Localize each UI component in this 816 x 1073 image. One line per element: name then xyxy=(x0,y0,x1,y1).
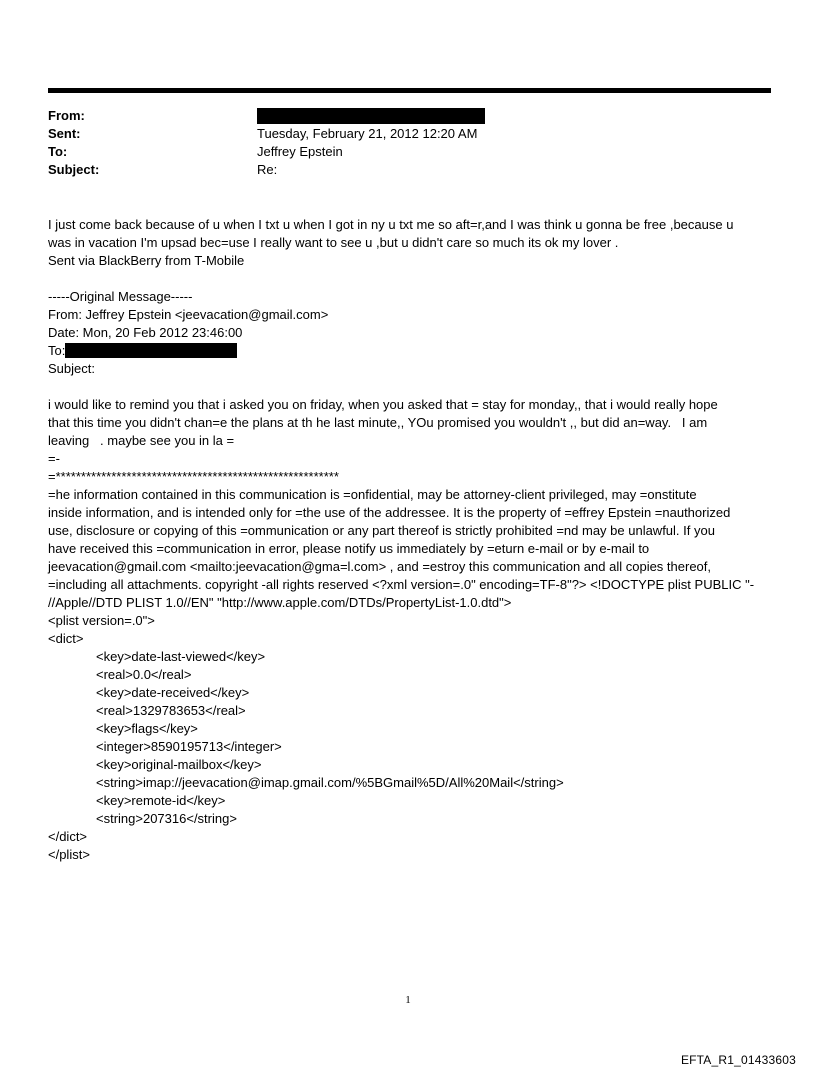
dict-open: <dict> xyxy=(48,631,84,646)
disclaimer-line: =he information contained in this communication is =onfidential, may be attorney-client privileged, may =onstitute xyxy=(48,487,697,502)
page-number: 1 xyxy=(405,994,411,1006)
plist-entry: <key>original-mailbox</key> xyxy=(96,757,262,772)
from-row xyxy=(48,107,748,125)
original-body-line: i would like to remind you that i asked you on friday, when you asked that = stay for monday,, that i would really hope xyxy=(48,397,718,412)
plist-open: <plist version=.0"> xyxy=(48,613,155,628)
disclaimer-line: //Apple//DTD PLIST 1.0//EN" "http://www.apple.com/DTDs/PropertyList-1.0.dtd"> xyxy=(48,595,512,610)
plist-entry: <key>date-received</key> xyxy=(96,685,250,700)
to-value: Jeffrey Epstein xyxy=(257,144,343,159)
email-header xyxy=(48,107,748,179)
original-to-label: To: xyxy=(48,343,66,358)
disclaimer-line: use, disclosure or copying of this =ommunication or any part thereof is strictly prohibited =nd may be unlawful. If you xyxy=(48,523,715,538)
disclaimer-line: have received this =communication in error, please notify us immediately by =eturn e-mail or by e-mail to xyxy=(48,541,650,556)
sent-value: Tuesday, February 21, 2012 12:20 AM xyxy=(257,126,478,141)
top-rule xyxy=(48,88,771,93)
original-from: From: Jeffrey Epstein <jeevacation@gmail.com> xyxy=(48,307,329,322)
plist-close: </plist> xyxy=(48,847,90,862)
dict-close: </dict> xyxy=(48,829,88,844)
original-subject: Subject: xyxy=(48,361,95,376)
disclaimer-line: =including all attachments. copyright -all rights reserved <?xml version=.0" encoding=TF-8"?> <!DOCTYPE plist PUBLIC "- xyxy=(48,577,755,592)
subject-value: Re: xyxy=(257,162,278,177)
plist-entry: <key>flags</key> xyxy=(96,721,198,736)
original-body-line: leaving . maybe see you in la = xyxy=(48,433,235,448)
separator-line: =- xyxy=(48,451,60,466)
message-line: I just come back because of u when I txt u when I got in ny u txt me so aft=r,and I was think u gonna be free ,because u xyxy=(48,217,734,232)
plist-entry: <integer>8590195713</integer> xyxy=(96,739,282,754)
original-body-line: that this time you didn't chan=e the plans at th he last minute,, YOu promised you wouldn't ,, but did an=way. I am xyxy=(48,415,708,430)
redaction-box xyxy=(257,108,485,124)
original-to xyxy=(48,342,768,360)
redaction-box xyxy=(65,343,237,358)
original-date: Date: Mon, 20 Feb 2012 23:46:00 xyxy=(48,325,243,340)
plist-entry: <key>remote-id</key> xyxy=(96,793,226,808)
sent-label: Sent: xyxy=(48,126,81,141)
to-label: To: xyxy=(48,144,68,159)
from-value xyxy=(257,107,748,125)
plist-entry: <string>imap://jeevacation@imap.gmail.com/%5BGmail%5D/All%20Mail</string> xyxy=(96,775,564,790)
sent-row xyxy=(48,125,748,143)
disclaimer-line: jeevacation@gmail.com <mailto:jeevacation@gma=l.com> , and =estroy this communication and all copies thereof, xyxy=(48,559,712,574)
subject-label: Subject: xyxy=(48,162,100,177)
plist-entry: <real>1329783653</real> xyxy=(96,703,246,718)
plist-entry: <key>date-last-viewed</key> xyxy=(96,649,266,664)
from-label: From: xyxy=(48,108,85,123)
separator-stars: =******************************************************** xyxy=(48,469,339,484)
original-divider: -----Original Message----- xyxy=(48,289,193,304)
subject-row xyxy=(48,161,748,179)
bates-number: EFTA_R1_01433603 xyxy=(680,1053,796,1067)
to-row xyxy=(48,143,748,161)
message-line: was in vacation I'm upsad bec=use I really want to see u ,but u didn't care so much its ok my lover . xyxy=(48,235,619,250)
plist-entry: <string>207316</string> xyxy=(96,811,237,826)
signature: Sent via BlackBerry from T-Mobile xyxy=(48,253,245,268)
email-body xyxy=(48,216,768,864)
plist-entry: <real>0.0</real> xyxy=(96,667,192,682)
disclaimer-line: inside information, and is intended only for =the use of the addressee. It is the property of =effrey Epstein =nauthorized xyxy=(48,505,731,520)
